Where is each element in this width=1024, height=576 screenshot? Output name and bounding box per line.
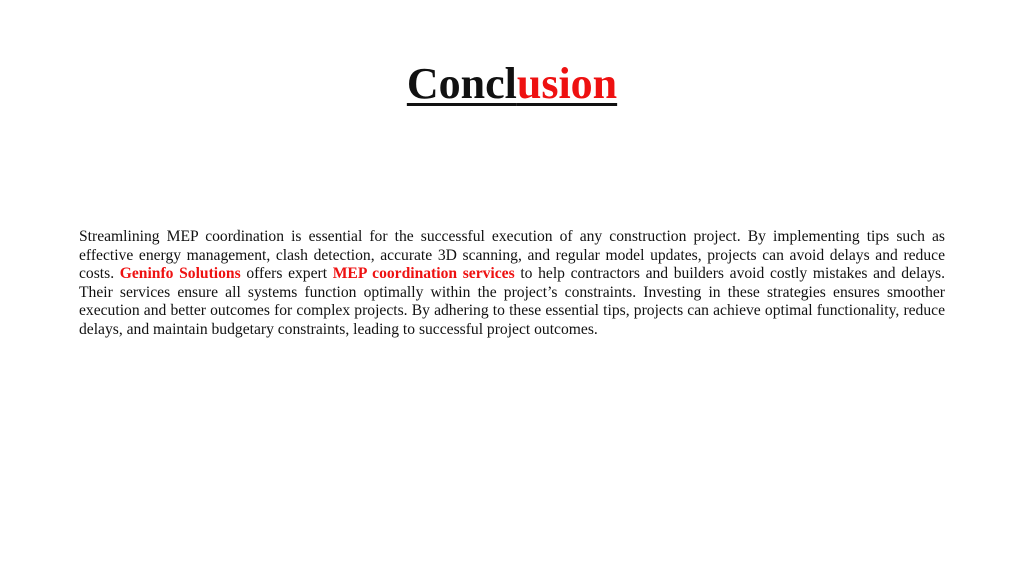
conclusion-paragraph <box>79 228 945 340</box>
paragraph-text-3: to help contractors and builders avoid costly mistakes and delays. Their services ensure all systems function optimally within the project’s constraints. Investing in these strategies ensures smoother execution and better outcomes for complex projects. By adhering to these essential tips, projects can achieve optimal functionality, reduce delays, and maintain budgetary constraints, leading to successful project outcomes. <box>79 265 946 338</box>
title-part-black: Concl <box>406 59 517 108</box>
slide-title <box>0 56 1024 112</box>
paragraph-text-2: offers expert <box>240 265 333 283</box>
paragraph-text-1: Streamlining MEP coordination is essential for the successful execution of any construction project. By implementing tips such as effective energy management, clash detection, accurate 3D scanning, and regular model updates, projects can avoid delays and reduce costs. <box>79 228 945 283</box>
geninfo-solutions-link[interactable]: Geninfo Solutions <box>119 265 241 283</box>
mep-coordination-services-link[interactable]: MEP coordination services <box>332 265 515 283</box>
title-part-red: usion <box>516 59 618 108</box>
